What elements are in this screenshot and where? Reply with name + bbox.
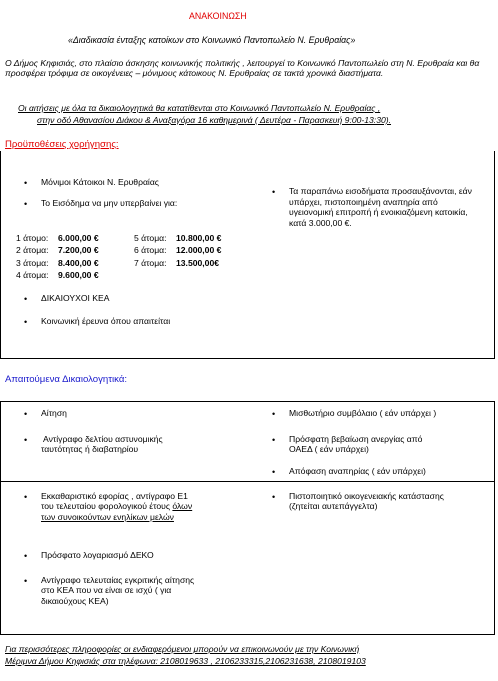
doc-item-family-certificate: • Πιστοποιητικό οικογενειακής κατάστασης (ζητείται αυτεπάγγελτα) <box>272 491 444 512</box>
footer-line-1: Για περισσότερες πληροφορίες οι ενδιαφερόμενοι μπορούν να επικοινωνούν με την Κοινωνική <box>5 644 360 654</box>
doc-item-lease: • Μισθωτήριο συμβόλαιο ( εάν υπάρχει ) <box>272 408 437 419</box>
bullet-icon: • <box>24 294 28 304</box>
applications-line-2: στην οδό Αθανασίου Διάκου & Αναξαγόρα 16 καθημερινά ( Δευτέρα - Παρασκευή 9:00-13:30). <box>37 115 392 125</box>
doc-item-tax: • Εκκαθαριστικό εφορίας , αντίγραφο Ε1 του τελευταίου φορολογικού έτους όλων των συνοικούντων ενηλίκων μελών <box>24 491 193 522</box>
documents-title: Απαιτούμενα Δικαιολογητικά: <box>5 374 128 385</box>
prereq-item-social-research: • Κοινωνική έρευνα όπου απαιτείται <box>24 316 171 327</box>
bullet-icon: • <box>272 492 276 502</box>
bullet-icon: • <box>24 178 28 188</box>
doc-item-application: • Αίτηση <box>24 408 67 419</box>
doc-item-disability: • Απόφαση αναπηρίας ( εάν υπάρχει) <box>272 466 426 477</box>
bullet-icon: • <box>24 409 28 419</box>
bullet-icon: • <box>24 435 28 445</box>
doc-item-id-copy: • Αντίγραφο δελτίου αστυνομικής ταυτότητας ή διαβατηρίου <box>24 434 163 455</box>
doc-item-kea-approval: • Αντίγραφο τελευταίας εγκριτικής αίτησης στο ΚΕΑ που να είναι σε ισχύ ( για δικαιούχους ΚΕΑ) <box>24 575 195 606</box>
income-row: 3 άτομα: 8.400,00 € 7 άτομα: 13.500,00€ <box>16 257 220 268</box>
income-row: 2 άτομα: 7.200,00 € 6 άτομα: 12.000,00 € <box>16 245 222 256</box>
bullet-icon: • <box>24 199 28 209</box>
page-title: ΑΝΑΚΟΙΝΩΣΗ <box>189 11 247 21</box>
footer-line-2: Μέριμνα Δήμου Κηφισιάς στα τηλέφωνα: 2108019633 , 2106233315,2106231638, 2108019103 <box>5 656 366 666</box>
applications-line-1: Οι αιτήσεις με όλα τα δικαιολογητικά θα κατατίθενται στο Κοινωνικό Παντοπωλείο Ν. Ερυθραίας , <box>18 103 381 113</box>
bullet-icon: • <box>24 492 28 502</box>
docs-box-right-border <box>494 401 495 635</box>
bullet-icon: • <box>272 187 276 197</box>
intro-paragraph: Ο Δήμος Κηφισιάς, στο πλαίσιο άσκησης κοινωνικής πολιτικής , λειτουργεί το Κοινωνικό Παντοπωλείο στη Ν. Ερυθραία και θα προσφέρει τρόφιμα σε οικογένειες – μόνιμους κάτοικους Ν. Ερυθραίας σε τακτά χρονικά διαστήματα. <box>5 58 480 79</box>
doc-item-utility-bill: • Πρόσφατο λογαριασμό ΔΕΚΟ <box>24 550 154 561</box>
prerequisites-title: Προϋποθέσεις χορήγησης: <box>5 139 119 150</box>
prereq-box-right-border <box>494 151 495 359</box>
prereq-increase-note: • Τα παραπάνω εισοδήματα προσαυξάνονται, εάν υπάρχει, πιστοποιημένη αναπηρία από υγειονομική επιτροπή ή ενοικιαζόμενη κατοικία, κατά 3.000,00 €. <box>272 186 472 228</box>
income-row: 1 άτομο: 6.000,00 € 5 άτομα: 10.800,00 € <box>16 233 222 243</box>
prereq-item-income: • Το Εισόδημα να μην υπερβαίνει για: <box>24 198 178 209</box>
bullet-icon: • <box>272 435 276 445</box>
subtitle: «Διαδικασία ένταξης κατοίκων στο Κοινωνικό Παντοπωλείο Ν. Ερυθραίας» <box>68 35 356 45</box>
prereq-box-bottom-border <box>0 358 495 359</box>
income-table <box>16 233 221 282</box>
prereq-item-residents: • Μόνιμοι Κάτοικοι Ν. Ερυθραίας <box>24 177 159 188</box>
bullet-icon: • <box>24 576 28 586</box>
docs-box-top-border <box>0 401 495 402</box>
docs-box-left-border <box>0 401 1 635</box>
prereq-box-left-border <box>0 151 1 359</box>
income-row: 4 άτομα: 9.600,00 € <box>16 269 99 280</box>
bullet-icon: • <box>272 467 276 477</box>
bullet-icon: • <box>24 317 28 327</box>
docs-box-divider <box>0 481 495 482</box>
prereq-item-kea: • ΔΙΚΑΙΟΥΧΟΙ ΚΕΑ <box>24 293 110 304</box>
bullet-icon: • <box>24 551 28 561</box>
bullet-icon: • <box>272 409 276 419</box>
docs-box-bottom-border <box>0 634 495 635</box>
doc-item-unemployment: • Πρόσφατη βεβαίωση ανεργίας από ΟΑΕΔ ( εάν υπάρχει) <box>272 434 423 455</box>
